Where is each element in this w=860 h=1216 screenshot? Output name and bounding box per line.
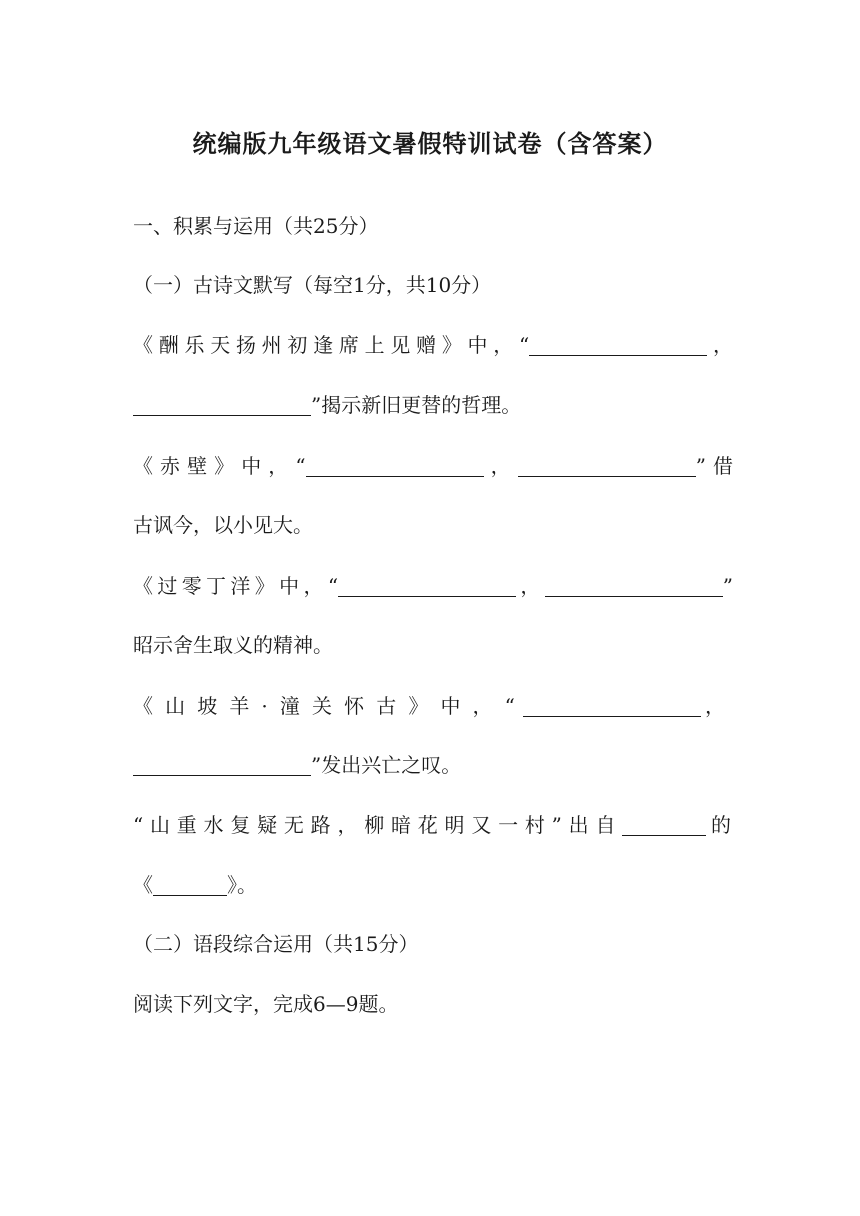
question-3-line-2 — [133, 630, 733, 660]
comma: ， — [516, 574, 545, 598]
answer-blank[interactable] — [338, 574, 516, 597]
answer-blank[interactable] — [529, 333, 707, 356]
comma: ， — [700, 694, 733, 718]
question-1-text: 《酬乐天扬州初逢席上见赠》中，“ — [133, 333, 530, 357]
book-title-open: 《 — [133, 873, 153, 897]
question-2-end: ”借 — [695, 454, 734, 478]
question-1-line-1 — [133, 330, 733, 360]
question-4-tail: ”发出兴亡之叹。 — [311, 753, 462, 777]
answer-blank[interactable] — [622, 813, 706, 836]
question-3-tail: 昭示舍生取义的精神。 — [133, 633, 333, 657]
question-2-line-2 — [133, 510, 733, 540]
answer-blank[interactable] — [133, 753, 311, 776]
answer-blank[interactable] — [153, 873, 227, 896]
book-title-close: 》。 — [227, 873, 257, 897]
page-title: 统编版九年级语文暑假特训试卷（含答案） — [192, 130, 668, 158]
comma: ， — [707, 333, 734, 357]
question-4-line-2 — [133, 750, 733, 780]
question-4-line-1 — [133, 691, 733, 721]
answer-blank[interactable] — [523, 694, 701, 717]
answer-blank[interactable] — [133, 393, 311, 416]
question-2-line-1 — [133, 451, 733, 481]
comma: ， — [483, 454, 518, 478]
subsection-heading-poetry: （一）古诗文默写（每空1分，共10分） — [133, 273, 492, 297]
question-3-end: ” — [722, 574, 734, 598]
question-2-text: 《赤壁》中，“ — [133, 454, 306, 478]
question-1-line-2 — [133, 390, 733, 420]
question-1-tail: ”揭示新旧更替的哲理。 — [311, 393, 522, 417]
question-5-line-1 — [133, 810, 733, 840]
question-2-tail: 古讽今，以小见大。 — [133, 513, 313, 537]
answer-blank[interactable] — [545, 574, 723, 597]
section-heading: 一、积累与运用（共25分） — [133, 214, 379, 238]
answer-blank[interactable] — [518, 454, 696, 477]
reading-instruction: 阅读下列文字，完成6—9题。 — [133, 992, 399, 1016]
question-4-text: 《山坡羊·潼关怀古》中，“ — [133, 694, 523, 718]
question-5-line-2 — [133, 870, 733, 900]
answer-blank[interactable] — [306, 454, 484, 477]
question-5-end: 的 — [706, 813, 733, 837]
subsection-heading-passage: （二）语段综合运用（共15分） — [133, 932, 419, 956]
question-3-text: 《过零丁洋》中，“ — [133, 574, 339, 598]
question-5-text: “山重水复疑无路，柳暗花明又一村”出自 — [133, 813, 623, 837]
question-3-line-1 — [133, 571, 733, 601]
